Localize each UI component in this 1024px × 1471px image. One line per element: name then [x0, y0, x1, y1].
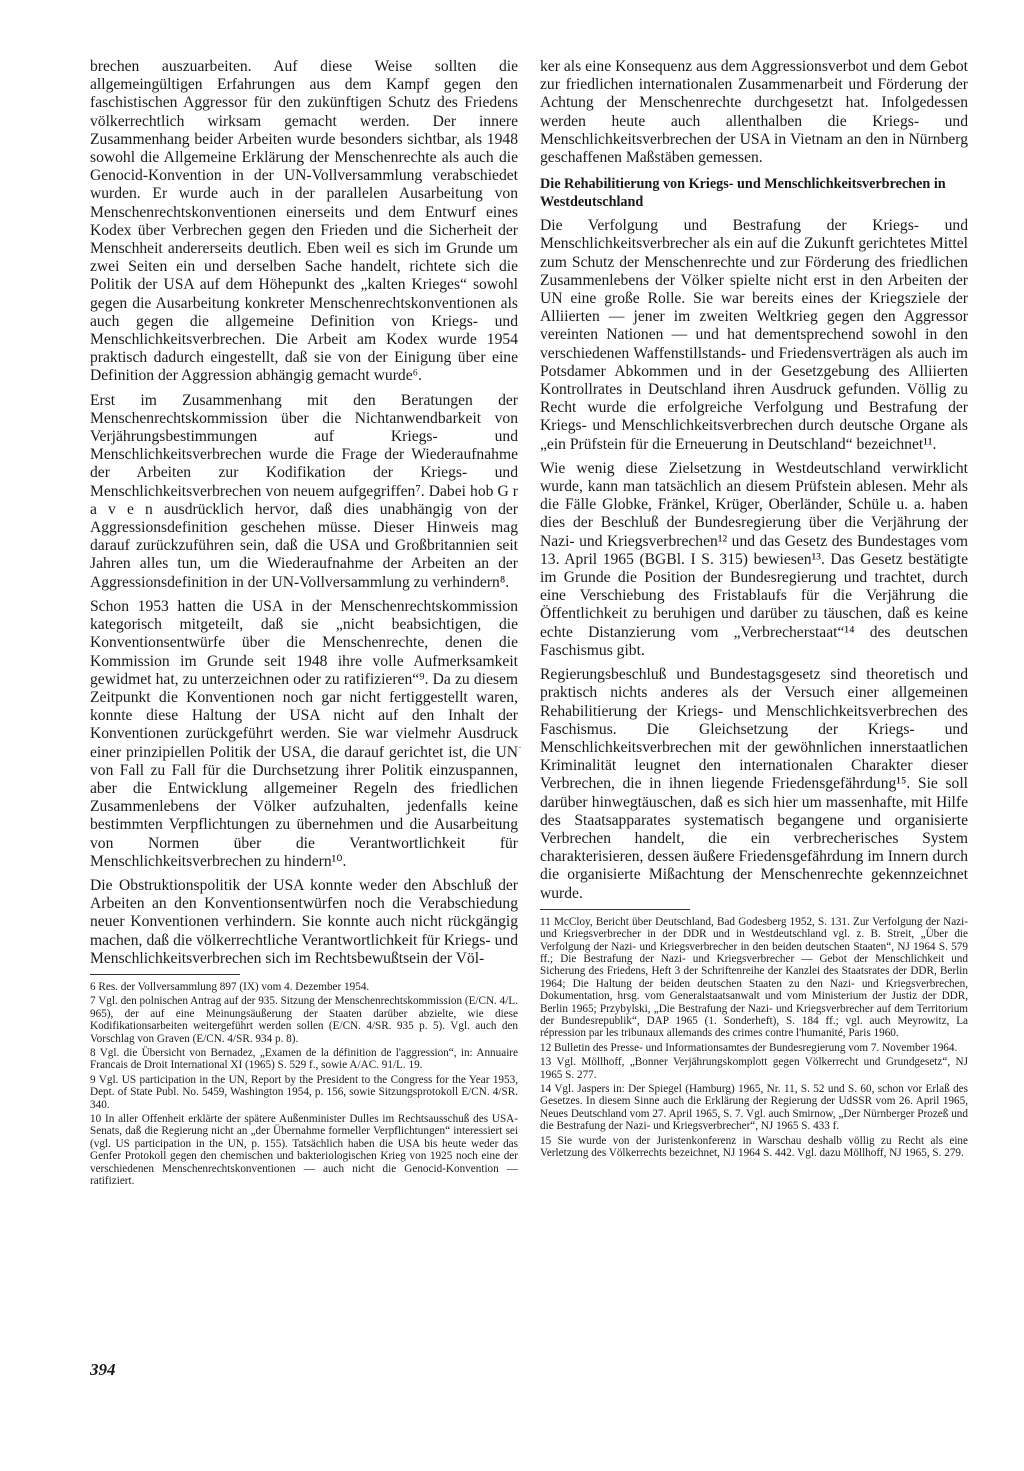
footnote-11: 11 McCloy, Bericht über Deutschland, Bad Godesberg 1952, S. 131. Zur Verfolgung der Nazi- und Kriegsverbrecher in der DDR und in Westdeutschland vgl. z. B. Streit, „Über die Verfolgung der Nazi- und Kriegsverbrecher in den beiden deutschen Staaten“, NJ 1964 S. 579 ff.; Die Bestrafung der Nazi- und Kriegsverbrecher — Gebot der Menschlichkeit und Sicherung des Friedens, Heft 3 der Schriftenreihe der Kanzlei des Staatsrates der DDR, Berlin 1964; Die Haltung der beiden deutschen Staaten zu den Nazi- und Kriegsverbrechen, Dokumentation, hrsg. vom Generalstaatsanwalt und vom Ministerium der Justiz der DDR, Berlin 1965; Przybylski, „Die Bestrafung der Nazi- und Kriegsverbrecher auf dem Territorium der Bundesrepublik“, DAP 1965 (1. Sonderheft), S. 184 ff.; vgl. auch Meyrowitz, La répression par les tribunaux allemands des crimes contre l'humanité, Paris 1960.: [540, 915, 968, 1040]
right-paragraph-3: Regierungsbeschluß und Bundestagsgesetz sind theoretisch und praktisch nichts anderes als der Versuch einer allgemeinen Rehabilitierung der Kriegs- und Menschlichkeitsverbrechen des Faschismus. Die Gleichsetzung der Kriegs- und Menschlichkeitsverbrechen mit der gewöhnlichen innerstaatlichen Kriminalität leugnet den internationalen Charakter dieser Verbrechen, die in ihnen liegende Friedensgefährdung¹⁵. Sie soll darüber hinwegtäuschen, daß es sich hier um massenhafte, mit Hilfe des Staatsapparates systematisch begangene und organisierte Verbrechen handelt, die ein verbrecherisches System charakterisieren, dessen äußere Friedensgefährdung im Innern durch die organisierte Mißachtung der Menschenrechte gekennzeichnet wurde.: [540, 666, 968, 902]
footnote-13: 13 Vgl. Möllhoff, „Bonner Verjährungskomplott gegen Völkerrecht und Grundgesetz“, NJ 1965 S. 277.: [540, 1056, 968, 1081]
footnote-6: 6 Res. der Vollversammlung 897 (IX) vom 4. Dezember 1954.: [90, 980, 370, 993]
footnote-divider-left: [90, 974, 240, 975]
footnote-7: 7 Vgl. den polnischen Antrag auf der 935. Sitzung der Menschenrechtskommission (E/CN. 4/L. 965), der auf eine Meinungsäußerung der Staaten darüber abzielte, wie diese Kodifikationsarbeiten weitergeführt werden sollen (E/CN. 4/SR. 935 p. 5). Vgl. auch den Vorschlag von Graven (E/CN. 4/SR. 934 p. 8).: [90, 995, 518, 1045]
right-footnotes: [540, 916, 968, 1160]
margin-mark: ·: [518, 740, 522, 754]
right-column: [540, 58, 968, 1161]
right-paragraph-2: Wie wenig diese Zielsetzung in Westdeutschland verwirklicht wurde, kann man tatsächlich an diesem Prüfstein ablesen. Mehr als die Fälle Globke, Fränkel, Krüger, Oberländer, Schüle u. a. haben dies der Beschluß der Bundesregierung über die Verjährung der Nazi- und Kriegsverbrechen¹² und das Gesetz des Bundestages vom 13. April 1965 (BGBl. I S. 315) bewiesen¹³. Das Gesetz bestätigte im Grunde die Position der Bundesregierung und trachtet, durch eine Verschiebung des Fristablaufs für die Verjährung die Öffentlichkeit zu beruhigen und darüber zu täuschen, daß es keine echte Distanzierung vom „Verbrecherstaat“¹⁴ des deutschen Faschismus gibt.: [540, 459, 968, 659]
right-body: [540, 58, 968, 903]
footnote-9: 9 Vgl. US participation in the UN, Report by the President to the Congress for the Year 1953, Dept. of State Publ. No. 5459, Washington 1954, p. 156, sowie Sitzungsprotokoll E/CN. 4/SR. 340.: [90, 1073, 518, 1111]
right-paragraph-1: Die Verfolgung und Bestrafung der Kriegs- und Menschlichkeitsverbrecher als ein auf die Zukunft gerichtetes Mittel zum Schutz der Menschenrechte und zur Förderung des friedlichen Zusammenlebens der Völker spielte nicht erst in den Arbeiten der UN eine große Rolle. Sie war bereits eines der Kriegsziele der Alliierten — jener im zweiten Weltkrieg gegen den Aggressor vereinten Nationen — und hat dementsprechend sowohl in den verschiedenen Waffenstillstands- und Friedensverträgen als auch im Potsdamer Abkommen und in der Gesetzgebung des Alliierten Kontrollrates in Deutschland ihren Ausdruck gefunden. Völlig zu Recht wurde die erfolgreiche Verfolgung und Bestrafung der Kriegs- und Menschlichkeitsverbrechen durch deutsche Organe als „ein Prüfstein für die Erneuerung in Deutschland“ bezeichnet¹¹.: [540, 217, 968, 453]
left-footnotes: [90, 981, 518, 1188]
footnote-14: 14 Vgl. Jaspers in: Der Spiegel (Hamburg) 1965, Nr. 11, S. 52 und S. 60, schon vor Erlaß des Gesetzes. In diesem Sinne auch die Erklärung der Regierung der UdSSR vom 26. April 1965, Neues Deutschland vom 27. April 1965, S. 7. Vgl. auch Smirnow, „Der Nürnberger Prozeß und die Bestrafung der Nazi- und Kriegsverbrecher“, NJ 1965 S. 433 f.: [540, 1083, 968, 1133]
footnote-12: 12 Bulletin des Presse- und Informationsamtes der Bundesregierung vom 7. November 1964.: [540, 1041, 958, 1054]
right-intro-paragraph: ker als eine Konsequenz aus dem Aggressionsverbot und dem Gebot zur friedlichen internationalen Zusammenarbeit und Förderung der Achtung der Menschenrechte durchgesetzt hat. Infolgedessen werden heute auch allenthalben die Kriegs- und Menschlichkeitsverbrechen der USA in Vietnam an den in Nürnberg geschaffenen Maßstäben gemessen.: [540, 58, 968, 167]
section-heading: Die Rehabilitierung von Kriegs- und Menschlichkeitsverbrechen in Westdeutschland: [540, 176, 946, 211]
left-column: [90, 58, 518, 1189]
footnote-15: 15 Sie wurde von der Juristenkonferenz in Warschau deshalb völlig zu Recht als eine Verletzung des Völkerrechts bezeichnet, NJ 1964 S. 442. Vgl. dazu Möllhoff, NJ 1965, S. 279.: [540, 1134, 968, 1160]
footnote-8: 8 Vgl. die Übersicht von Bernadez, „Examen de la définition de l'aggression“, in: Annuaire Francais de Droit International XI (1965) S. 529 f., sowie A/AC. 91/L. 19.: [90, 1046, 518, 1072]
left-paragraph-3: Schon 1953 hatten die USA in der Menschenrechtskommission kategorisch mitgeteilt, daß sie „nicht beabsichtigen, die Konventionsentwürfe über die Menschenrechte, denen die Kommission im Grunde seit 1948 ihre volle Aufmerksamkeit gewidmet hat, zu unterzeichnen oder zu ratifizieren“⁹. Da zu diesem Zeitpunkt die Konventionen noch gar nicht fertiggestellt waren, konnte diese Haltung der USA nicht auf den Inhalt der Konventionen zurückgeführt werden. Sie war vielmehr Ausdruck einer prinzipiellen Politik der USA, die darauf gerichtet ist, die UN von Fall zu Fall für die Durchsetzung ihrer Politik einzuspannen, aber die Entwicklung allgemeiner Regeln des friedlichen Zusammenlebens der Völker aufzuhalten, jedenfalls keine bestimmten Verpflichtungen zu übernehmen und die Ausarbeitung von Normen über die Verantwortlichkeit für Menschlichkeitsverbrechen zu hindern¹⁰.: [90, 597, 518, 870]
left-paragraph-2: Erst im Zusammenhang mit den Beratungen der Menschenrechtskommission über die Nichtanwendbarkeit von Verjährungsbestimmungen auf Kriegs- und Menschlichkeitsverbrechen wurde die Frage der Wiederaufnahme der Arbeiten zur Kodifikation der Kriegs- und Menschlichkeitsverbrechen von neuem aufgegriffen⁷. Dabei hob G r a v e n ausdrücklich hervor, daß dies unabhängig von der Aggressionsdefinition geschehen müsse. Dieser Hinweis mag darauf zurückzuführen sein, daß die USA und Großbritannien seit Jahren alles tun, um die Wiederaufnahme der Arbeiten an der Aggressionsdefinition in der UN-Vollversammlung zu verhindern⁸.: [90, 391, 518, 591]
page-number: 394: [90, 1360, 116, 1379]
left-body: [90, 58, 518, 968]
left-paragraph-4: Die Obstruktionspolitik der USA konnte weder den Abschluß der Arbeiten an den Konventionsentwürfen noch die Verabschiedung neuer Konventionen verhindern. Sie konnte auch nicht rückgängig machen, daß die völkerrechtliche Verantwortlichkeit für Kriegs- und Menschlichkeitsverbrechen sich im Rechtsbewußtsein der Völ-: [90, 876, 518, 967]
footnote-divider-right: [540, 909, 690, 910]
footnote-10: 10 In aller Offenheit erklärte der spätere Außenminister Dulles im Rechtsausschuß des USA-Senats, daß die Regierung nicht an „der Übernahme formeller Verpflichtungen“ interessiert sei (vgl. US participation in the UN, p. 155). Tatsächlich haben die USA bis heute weder das Genfer Protokoll gegen den chemischen und bakteriologischen Krieg von 1925 noch eine der verschiedenen Menschenrechtskonventionen — auch nicht die Genocid-Konvention — ratifiziert.: [90, 1113, 518, 1188]
left-paragraph-1: brechen auszuarbeiten. Auf diese Weise sollten die allgemeingültigen Erfahrungen aus dem Kampf gegen den faschistischen Aggressor für den zukünftigen Schutz des Friedens völkerrechtlich wirksam gemacht werden. Der innere Zusammenhang beider Arbeiten wurde besonders sichtbar, als 1948 sowohl die Allgemeine Erklärung der Menschenrechte als auch die Genocid-Konvention in der UN-Vollversammlung verabschiedet wurden. Er wurde auch in der parallelen Ausarbeitung von Menschenrechtskonventionen einerseits und dem Entwurf eines Kodex über Verbrechen gegen den Frieden und die Sicherheit der Menschheit andererseits deutlich. Eben weil es sich im Grunde um zwei Seiten ein und derselben Sache handelt, richtete sich die Politik der USA auf dem Höhepunkt des „kalten Krieges“ sowohl gegen die Ausarbeitung konkreter Menschenrechtskonventionen als auch gegen die allgemeine Definition von Kriegs- und Menschlichkeitsverbrechen. Die Arbeit am Kodex wurde 1954 praktisch dadurch eingestellt, daß sie von der Einigung über eine Definition der Aggression abhängig gemacht wurde⁶.: [90, 58, 518, 385]
